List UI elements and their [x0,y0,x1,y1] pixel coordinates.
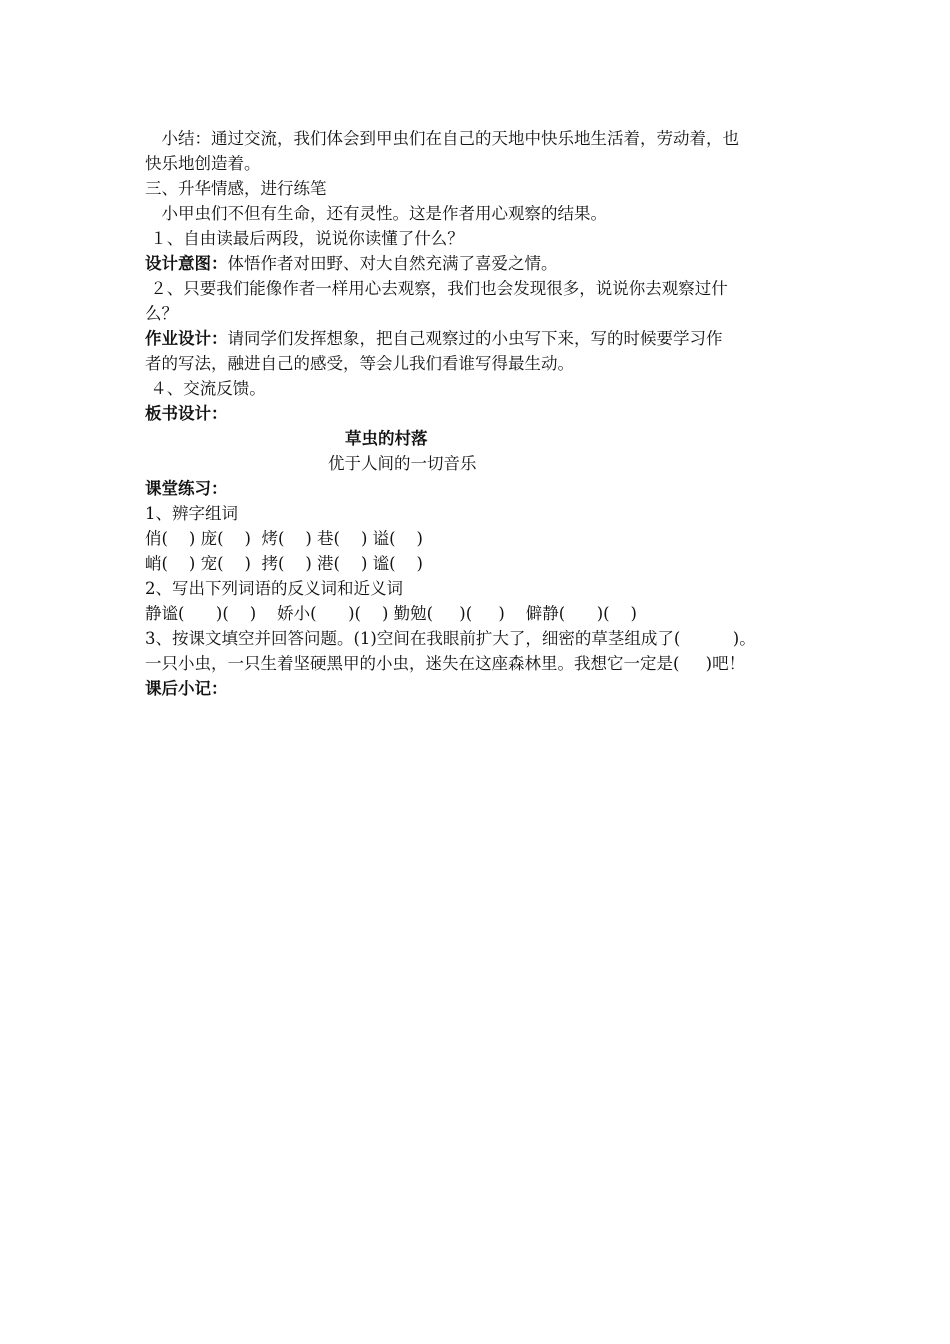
design-intent-text: 体悟作者对田野、对大自然充满了喜爱之情。 [227,254,558,273]
design-intent [145,251,825,276]
question-1: １、自由读最后两段，说说你读懂了什么？ [145,229,464,248]
exercises-label: 课堂练习： [145,479,228,498]
homework-text-1: 请同学们发挥想象，把自己观察过的小虫写下来，写的时候要学习作 [227,329,723,348]
section-heading-3: 三、升华情感，进行练笔 [145,179,327,198]
exercise-3-line-2: 一只小虫，一只生着坚硬黑甲的小虫，迷失在这座森林里。我想它一定是( )吧！ [145,654,746,673]
board-subtitle: 优于人间的一切音乐 [328,454,477,473]
design-intent-label: 设计意图： [145,254,228,273]
homework-text-2: 者的写法，融进自己的感受，等会儿我们看谁写得最生动。 [145,354,574,373]
question-2-line-1: ２、只要我们能像作者一样用心去观察，我们也会发现很多，说说你去观察过什 [145,279,728,298]
after-class-notes-label: 课后小记： [145,679,228,698]
summary-line-2: 快乐地创造着。 [145,154,261,173]
paragraph: 小甲虫们不但有生命，还有灵性。这是作者用心观察的结果。 [145,204,607,223]
document-body [145,126,825,701]
exercise-1-title: 1、辨字组词 [145,504,238,523]
homework-label: 作业设计： [145,329,228,348]
board-design-label: 板书设计： [145,404,228,423]
board-title: 草虫的村落 [345,429,428,448]
question-2-line-2: 么？ [145,304,178,323]
exercise-2-row: 静谧( )( ) 娇小( )( ) 勤勉( )( ) 僻静( )( ) [145,604,637,623]
exercise-1-row-1: 俏( ) 庞( ) 烤( ) 巷( ) 谥( ) [145,529,423,548]
summary-line-1: 小结：通过交流，我们体会到甲虫们在自己的天地中快乐地生活着，劳动着，也 [145,129,739,148]
homework-design [145,326,825,351]
question-4: ４、交流反馈。 [145,379,266,398]
exercise-1-row-2: 峭( ) 宠( ) 拷( ) 港( ) 谧( ) [145,554,423,573]
exercise-3-line-1: 3、按课文填空并回答问题。(1)空间在我眼前扩大了，细密的草茎组成了( )。 [145,629,756,648]
exercise-2-title: 2、写出下列词语的反义词和近义词 [145,579,403,598]
